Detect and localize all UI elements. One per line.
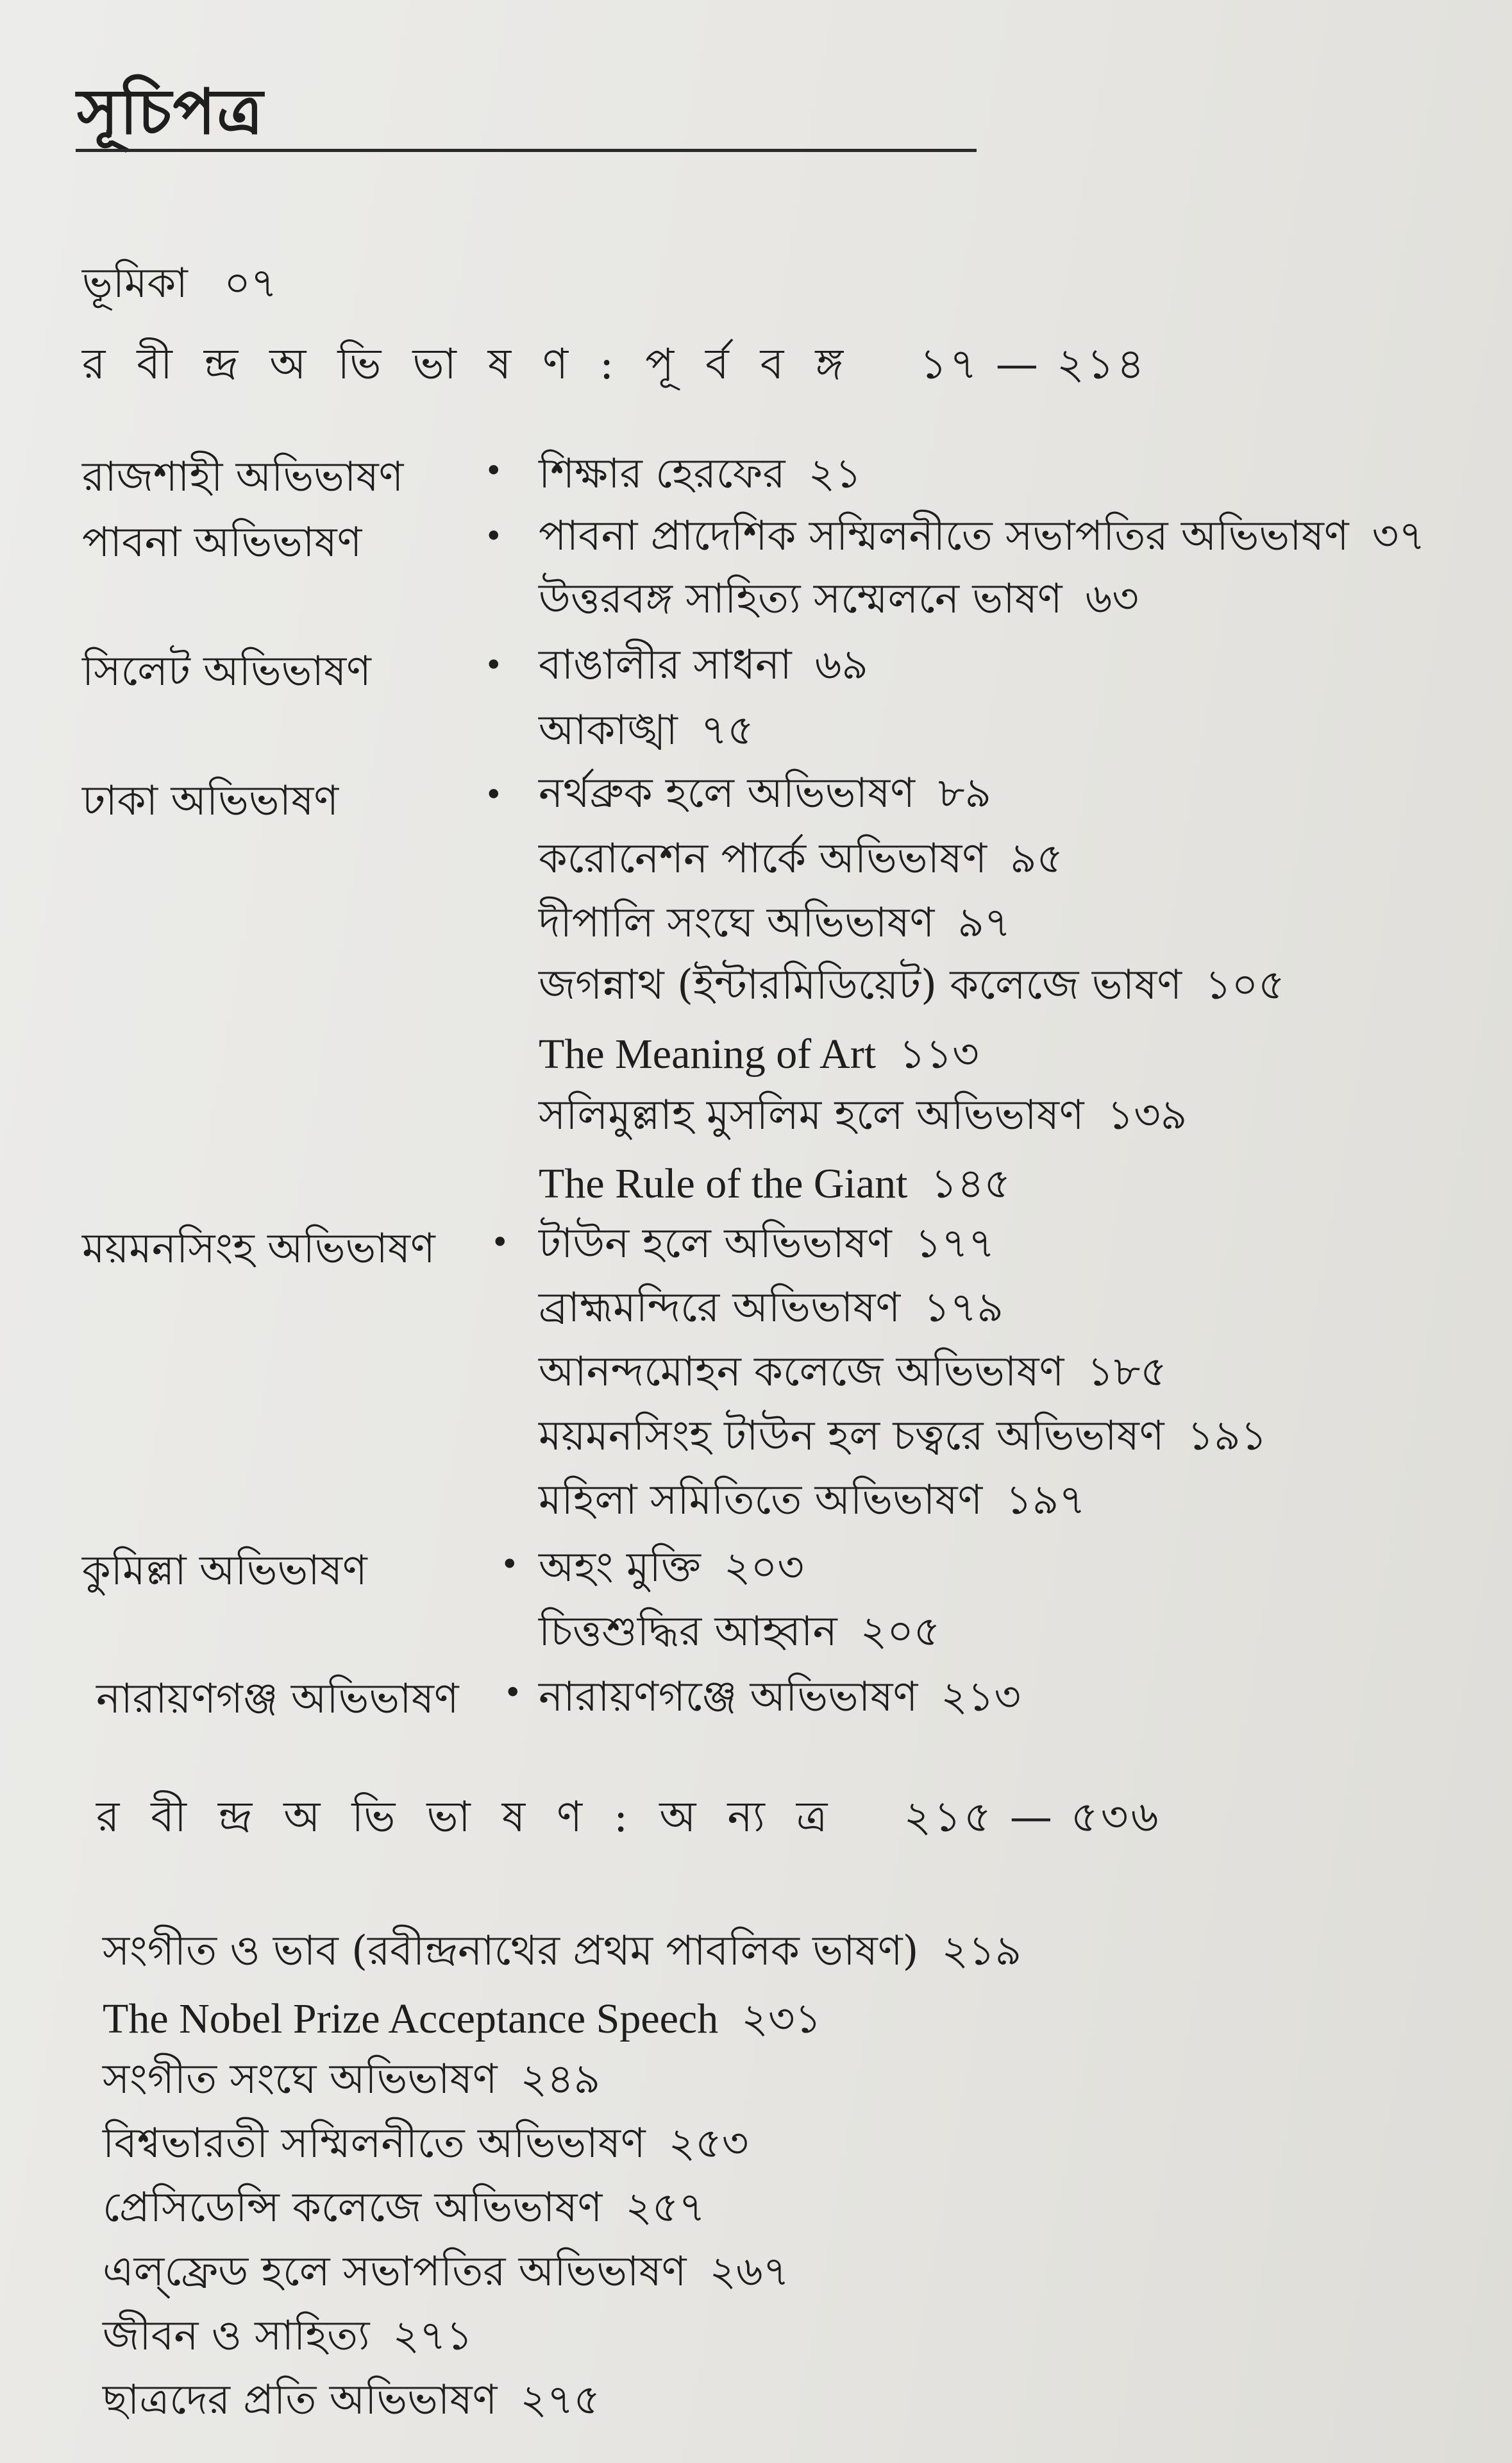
entry-page: ২৬৭ [709, 2248, 790, 2296]
entry-page: ৮৯ [937, 770, 992, 817]
entry-page: ৯৫ [1010, 835, 1064, 883]
entry-title: টাউন হলে অভিভাষণ [539, 1220, 892, 1267]
section1-title: র বী ন্দ্র অ ভি ভা ষ ণ : পূ র্ব ব ঙ্গ [82, 339, 853, 389]
entry-title: অহং মুক্তি [539, 1544, 701, 1591]
section2-range: ২১৫ — ৫৩৬ [903, 1792, 1161, 1841]
entry-page: ৩৭ [1372, 512, 1425, 560]
entry-page: ১০৫ [1205, 961, 1285, 1009]
section2-heading [96, 1792, 1161, 1841]
toc-entry [103, 1995, 821, 2043]
entry-page: ১৪৫ [930, 1160, 1011, 1208]
toc-entry [539, 1536, 804, 1605]
entry-page: ২৫৭ [625, 2184, 706, 2231]
group-label-comilla: কুমিল্লা অভিভাষণ [82, 1547, 367, 1595]
entry-page: ৭৫ [700, 707, 754, 754]
entry-title: করোনেশন পার্কে অভিভাষণ [539, 835, 987, 883]
entry-title: The Nobel Prize Acceptance Speech [103, 1995, 719, 2042]
toc-entry [539, 505, 1425, 573]
group-label-narayanganj: নারায়ণগঞ্জ অভিভাষণ [96, 1675, 459, 1723]
toc-entry [539, 634, 868, 702]
bullet: • [491, 1224, 510, 1261]
title-underline [76, 149, 977, 152]
entry-page: ১১৩ [899, 1031, 979, 1078]
intro-label: ভূমিকা [82, 260, 188, 307]
toc-entry [539, 1341, 1167, 1409]
toc-entry [539, 827, 1063, 896]
entry-page: ২৪৯ [520, 2056, 601, 2103]
bullet: • [484, 452, 503, 489]
group-label-mymensingh: ময়মনসিংহ অভিভাষণ [82, 1225, 435, 1273]
toc-entry [539, 443, 862, 511]
entry-page: ৯৭ [957, 899, 1011, 947]
entry-title: পাবনা প্রাদেশিক সম্মিলনীতে সভাপতির অভিভাষণ [539, 512, 1349, 560]
group-label-rajshahi: রাজশাহী অভিভাষণ [82, 453, 404, 501]
toc-entry [539, 1276, 1004, 1345]
entry-title: আকাঙ্খা [539, 707, 678, 754]
group-label-sylhet: সিলেট অভিভাষণ [82, 648, 371, 695]
entry-page: ১৩৯ [1107, 1092, 1188, 1139]
entry-title: সংগীত ও ভাব (রবীন্দ্রনাথের প্রথম পাবলিক ভাষণ) [103, 1927, 919, 1975]
section1-heading [82, 339, 1147, 389]
entry-title: বিশ্বভারতী সম্মিলনীতে অভিভাষণ [103, 2120, 646, 2167]
toc-entry [103, 2056, 601, 2103]
page-title: সূচিপত্র [77, 75, 265, 149]
entry-page: ২৭১ [392, 2312, 473, 2360]
toc-entry [103, 2184, 706, 2231]
intro-page: ০৭ [224, 260, 278, 307]
toc-entry [539, 892, 1011, 960]
toc-entry [539, 1153, 1011, 1221]
entry-title: প্রেসিডেন্সি কলেজে অভিভাষণ [103, 2184, 603, 2231]
entry-page: ৬৩ [1085, 575, 1139, 623]
bullet: • [484, 776, 503, 813]
toc-entry [103, 2248, 790, 2296]
entry-page: ২১৩ [941, 1673, 1021, 1721]
entry-title: দীপালি সংঘে অভিভাষণ [539, 899, 935, 947]
toc-entry [539, 699, 754, 768]
toc-entry [539, 1084, 1187, 1153]
entry-page: ২০৫ [860, 1608, 941, 1655]
entry-page: ১৭৭ [914, 1220, 995, 1267]
entry-page: ২০৩ [723, 1544, 804, 1591]
bullet: • [484, 518, 503, 555]
entry-title: এল্‌ফ্রেড হলে সভাপতির অভিভাষণ [103, 2248, 687, 2296]
toc-entry [103, 2312, 473, 2360]
entry-title: নারায়ণগঞ্জে অভিভাষণ [539, 1673, 918, 1721]
entry-title: বাঙালীর সাধনা [539, 641, 792, 689]
entry-title: আনন্দমোহন কলেজে অভিভাষণ [539, 1348, 1064, 1396]
toc-entry [539, 762, 991, 831]
entry-page: ১৮৫ [1087, 1348, 1167, 1396]
entry-title: ছাত্রদের প্রতি অভিভাষণ [103, 2376, 498, 2424]
toc-entry [539, 1023, 979, 1092]
entry-title: জগন্নাথ (ইন্টারমিডিয়েট) কলেজে ভাষণ [539, 961, 1182, 1009]
entry-page: ২১৯ [941, 1927, 1022, 1975]
bullet: • [503, 1674, 523, 1711]
entry-page: ২৩১ [741, 1995, 821, 2043]
entry-title: জীবন ও সাহিত্য [103, 2312, 370, 2360]
entry-title: উত্তরবঙ্গ সাহিত্য সম্মেলনে ভাষণ [539, 575, 1063, 623]
entry-title: সলিমুল্লাহ মুসলিম হলে অভিভাষণ [539, 1092, 1084, 1139]
bullet: • [484, 647, 503, 684]
entry-title: The Rule of the Giant [539, 1160, 908, 1207]
toc-entry [539, 1666, 1021, 1734]
entry-page: ১৯৭ [1005, 1477, 1086, 1524]
toc-entry [103, 2120, 749, 2167]
entry-page: ৬৯ [814, 641, 868, 689]
entry-page: ২৭৫ [520, 2376, 601, 2424]
entry-page: ১৭৯ [923, 1284, 1004, 1332]
entry-title: শিক্ষার হেরফের [539, 450, 785, 498]
toc-entry [539, 568, 1139, 636]
entry-page: ২১ [808, 450, 862, 498]
section2-title: র বী ন্দ্র অ ভি ভা ষ ণ : অ ন্য ত্র [96, 1792, 837, 1841]
entry-title: নর্থব্রুক হলে অভিভাষণ [539, 770, 915, 817]
toc-entry [103, 1927, 1022, 1975]
entry-title: ব্রাহ্মমন্দিরে অভিভাষণ [539, 1284, 901, 1332]
entry-title: সংগীত সংঘে অভিভাষণ [103, 2056, 498, 2103]
group-label-dhaka: ঢাকা অভিভাষণ [82, 777, 339, 825]
entry-title: ময়মনসিংহ টাউন হল চত্বরে অভিভাষণ [539, 1412, 1164, 1460]
toc-entry [539, 1212, 995, 1281]
group-label-pabna: পাবনা অভিভাষণ [82, 519, 362, 566]
entry-title: চিত্তশুদ্ধির আহ্বান [539, 1608, 837, 1655]
toc-entry [539, 954, 1285, 1022]
bullet: • [500, 1546, 519, 1583]
toc-entry [103, 2376, 601, 2424]
entry-page: ২৫৩ [668, 2120, 749, 2167]
toc-entry [539, 1405, 1267, 1473]
intro-entry [82, 260, 278, 307]
toc-entry [539, 1600, 940, 1669]
entry-page: ১৯১ [1187, 1412, 1268, 1460]
toc-entry [539, 1469, 1086, 1537]
entry-title: The Meaning of Art [539, 1031, 877, 1078]
entry-title: মহিলা সমিতিতে অভিভাষণ [539, 1477, 983, 1524]
section1-range: ১৭ — ২১৪ [920, 339, 1147, 389]
